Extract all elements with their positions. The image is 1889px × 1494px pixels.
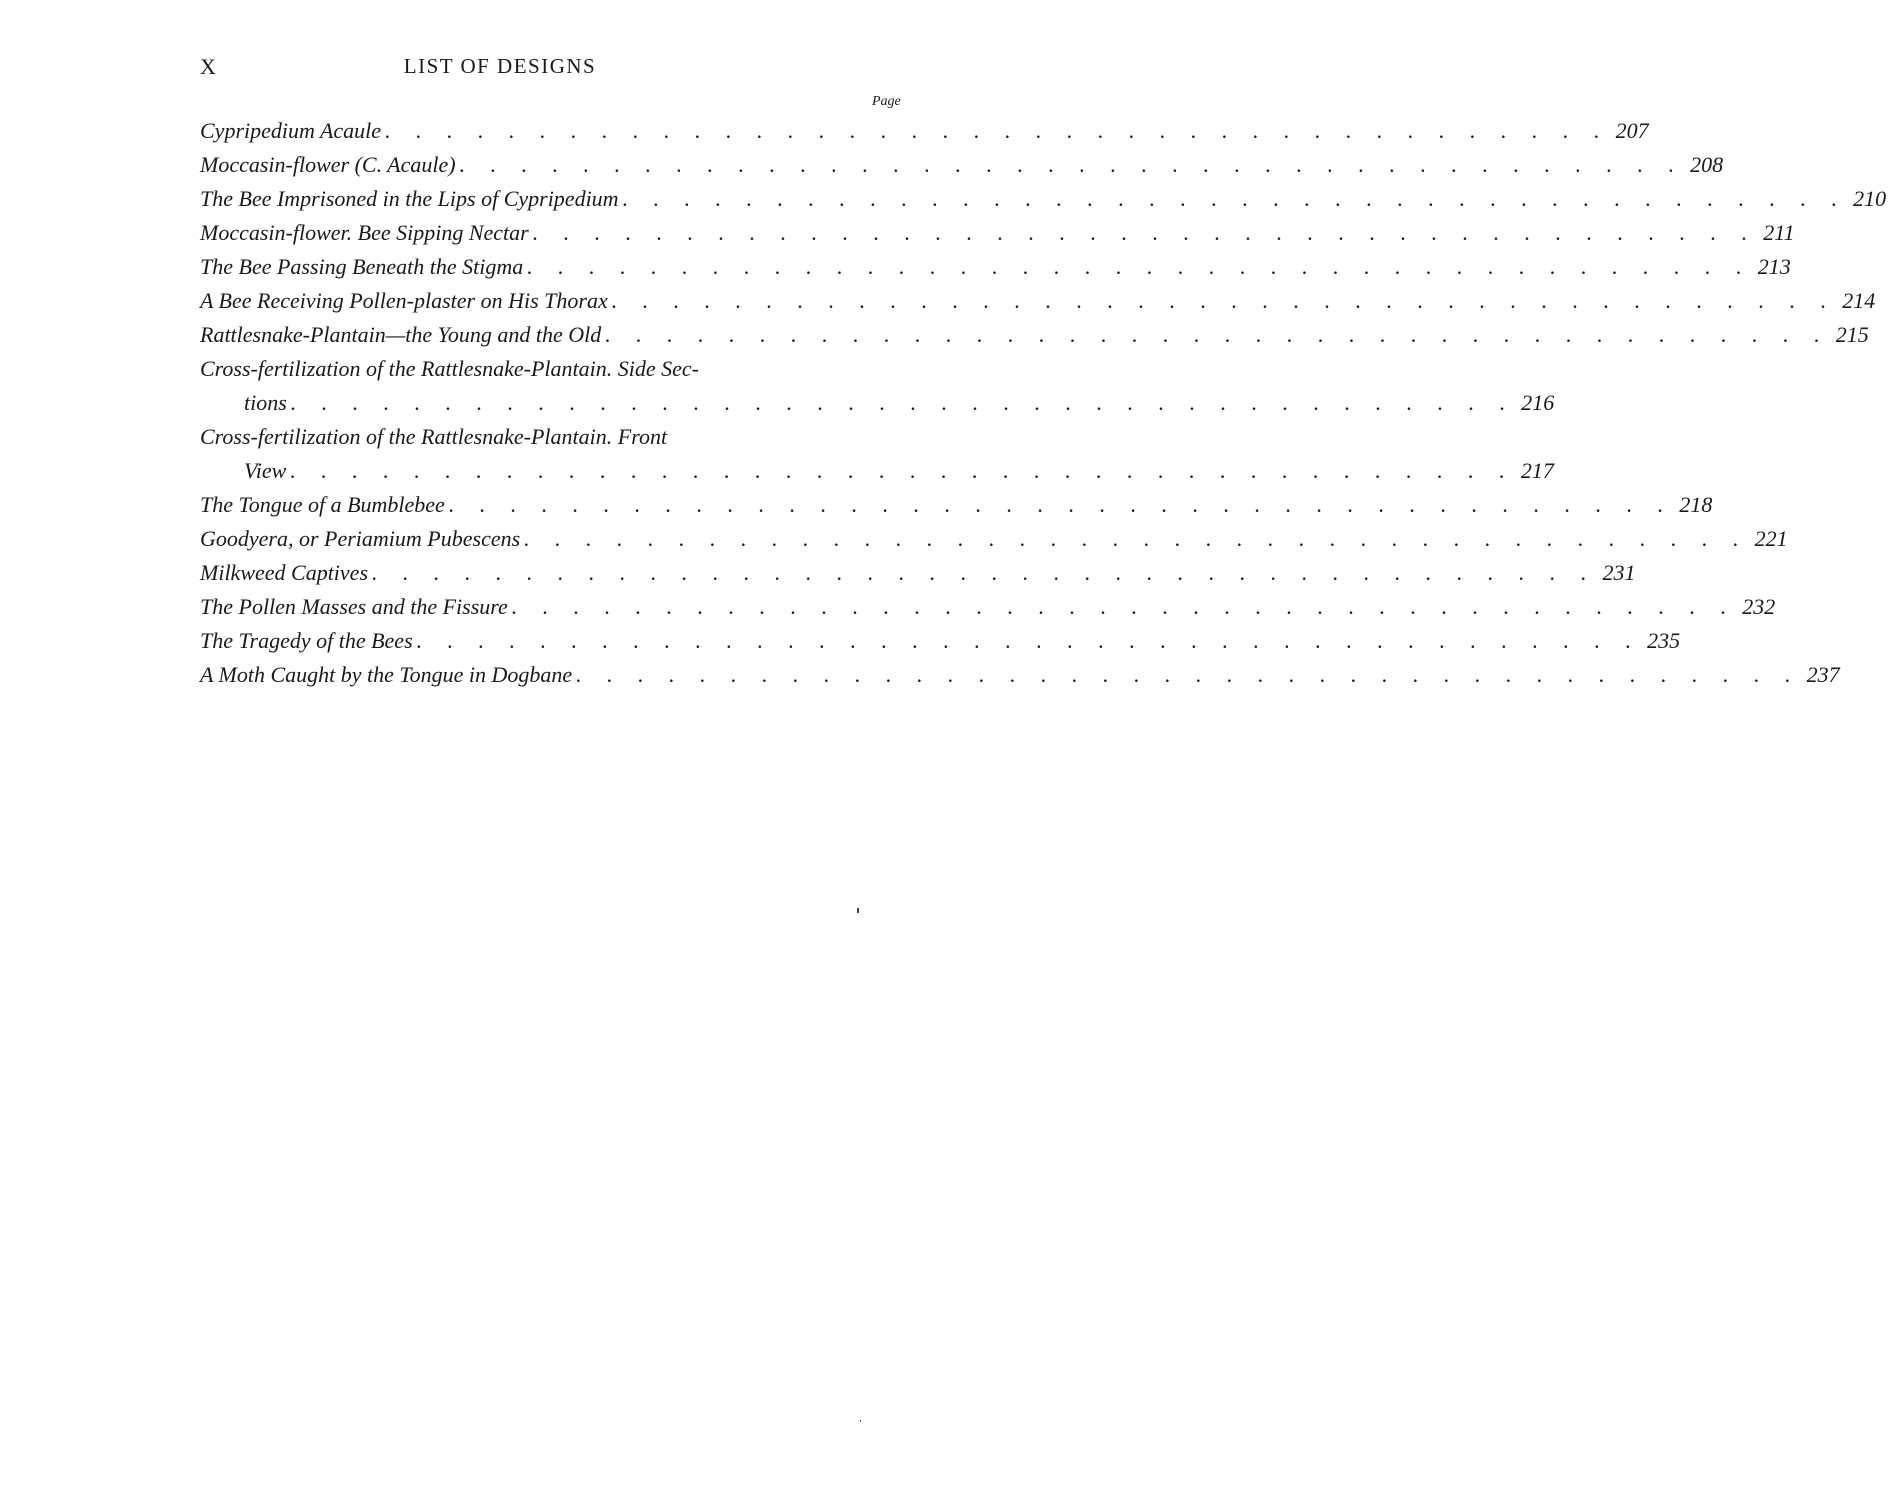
toc-entry-title: Moccasin-flower (C. Acaule) <box>200 152 456 177</box>
toc-entry <box>200 284 1876 318</box>
toc-entry <box>200 114 1649 148</box>
toc-entry <box>200 624 1681 658</box>
stray-mark <box>857 908 859 913</box>
toc-entry <box>200 216 1795 250</box>
toc-entry-page: 213 <box>1757 254 1791 279</box>
toc-entry-title: A Bee Receiving Pollen-plaster on His Thorax <box>200 288 608 313</box>
dot-leader: . . . . . . . . . . . . . . . . . . . . . . . . . . . . . . . . . . . . . . . . <box>576 662 1801 687</box>
toc-entry <box>200 148 1724 182</box>
toc-entry-line <box>200 182 1887 216</box>
toc-entry <box>200 488 1713 522</box>
toc-entry-line <box>200 658 1840 692</box>
toc-entry-title-continued: tions <box>244 390 287 415</box>
toc-entry-page: 235 <box>1647 628 1681 653</box>
toc-list <box>200 114 1887 692</box>
toc-entry-line <box>200 454 1554 488</box>
toc-entry-page: 221 <box>1754 526 1788 551</box>
toc-entry-line <box>200 148 1724 182</box>
toc-entry-title: Rattlesnake-Plantain—the Young and the Old <box>200 322 602 347</box>
toc-entry-line <box>200 352 912 386</box>
toc-entry-page: 231 <box>1602 560 1636 585</box>
toc-entry-title: Milkweed Captives <box>200 560 369 585</box>
toc-entry <box>200 352 1555 420</box>
toc-entry-title: Goodyera, or Periamium Pubescens <box>200 526 521 551</box>
toc-entry-page: 237 <box>1806 662 1840 687</box>
toc-entry-line <box>200 624 1681 658</box>
dot-leader: . . . . . . . . . . . . . . . . . . . . . . . . . . . . . . . . . . . . . . . . <box>611 288 1837 313</box>
dot-leader: . . . . . . . . . . . . . . . . . . . . . . . . . . . . . . . . . . . . . . . . <box>372 560 1597 585</box>
toc-entry-line <box>200 590 1776 624</box>
dot-leader: . . . . . . . . . . . . . . . . . . . . . . . . . . . . . . . . . . . . . . . . <box>459 152 1685 177</box>
toc-entry-page: 211 <box>1763 220 1795 245</box>
toc-entry-line <box>200 488 1713 522</box>
toc-entry-title: The Tragedy of the Bees <box>200 628 413 653</box>
toc-entry-line <box>200 216 1795 250</box>
dot-leader: . . . . . . . . . . . . . . . . . . . . . . . . . . . . . . . . . . . . . . . . <box>290 390 1516 415</box>
toc-entry-line <box>200 114 1649 148</box>
dot-leader: . . . . . . . . . . . . . . . . . . . . . . . . . . . . . . . . . . . . . . . . <box>605 322 1830 347</box>
toc-entry <box>200 182 1887 216</box>
toc-entry <box>200 250 1791 284</box>
dot-leader: . . . . . . . . . . . . . . . . . . . . . . . . . . . . . . . . . . . . . . . . <box>524 526 1749 551</box>
toc-entry <box>200 556 1636 590</box>
toc-entry-title: The Pollen Masses and the Fissure <box>200 594 508 619</box>
toc-entry-title: Cypripedium Acaule <box>200 118 382 143</box>
toc-entry-line <box>200 522 1788 556</box>
toc-entry-title-continued: View <box>244 458 287 483</box>
dot-leader: . . . . . . . . . . . . . . . . . . . . . . . . . . . . . . . . . . . . . . . . <box>511 594 1737 619</box>
toc-entry <box>200 658 1840 692</box>
toc-entry-page: 232 <box>1742 594 1776 619</box>
toc-entry-line <box>200 284 1876 318</box>
dot-leader: . . . . . . . . . . . . . . . . . . . . . . . . . . . . . . . . . . . . . . . . <box>385 118 1610 143</box>
page-number: X <box>200 54 216 79</box>
toc-entry <box>200 590 1776 624</box>
toc-entry-line <box>200 250 1791 284</box>
stray-mark <box>860 1420 861 1422</box>
toc-entry-line <box>200 318 1869 352</box>
toc-entry-page: 208 <box>1690 152 1724 177</box>
toc-entry-title: Cross-fertilization of the Rattlesnake-Plantain. Front <box>200 424 668 449</box>
running-head: LIST OF DESIGNS <box>403 54 597 78</box>
toc-entry-line <box>200 386 1555 420</box>
toc-entry-line <box>200 556 1636 590</box>
dot-leader: . . . . . . . . . . . . . . . . . . . . . . . . . . . . . . . . . . . . . . . . <box>448 492 1674 517</box>
dot-leader: . . . . . . . . . . . . . . . . . . . . . . . . . . . . . . . . . . . . . . . . <box>622 186 1848 211</box>
dot-leader: . . . . . . . . . . . . . . . . . . . . . . . . . . . . . . . . . . . . . . . . <box>290 458 1515 483</box>
toc-entry-line <box>200 420 912 454</box>
toc-entry-page: 210 <box>1853 186 1887 211</box>
toc-entry-title: Cross-fertilization of the Rattlesnake-Plantain. Side Sec- <box>200 356 699 381</box>
toc-entry-page: 207 <box>1615 118 1649 143</box>
toc-entry-title: The Tongue of a Bumblebee <box>200 492 445 517</box>
toc-entry-page: 218 <box>1679 492 1713 517</box>
toc-entry <box>200 420 1554 488</box>
toc-entry-title: The Bee Passing Beneath the Stigma <box>200 254 524 279</box>
toc-entry <box>200 522 1788 556</box>
toc-entry-page: 215 <box>1835 322 1869 347</box>
toc-entry-page: 217 <box>1520 458 1554 483</box>
toc-entry-page: 214 <box>1842 288 1876 313</box>
dot-leader: . . . . . . . . . . . . . . . . . . . . . . . . . . . . . . . . . . . . . . . . <box>532 220 1758 245</box>
toc-entry-title: The Bee Imprisoned in the Lips of Cypripedium <box>200 186 619 211</box>
toc-entry-title: A Moth Caught by the Tongue in Dogbane <box>200 662 573 687</box>
toc-entry-page: 216 <box>1521 390 1555 415</box>
toc-entry <box>200 318 1869 352</box>
page-column-label: Page <box>872 94 901 109</box>
dot-leader: . . . . . . . . . . . . . . . . . . . . . . . . . . . . . . . . . . . . . . . . <box>416 628 1642 653</box>
dot-leader: . . . . . . . . . . . . . . . . . . . . . . . . . . . . . . . . . . . . . . . . <box>527 254 1752 279</box>
toc-entry-title: Moccasin-flower. Bee Sipping Nectar <box>200 220 529 245</box>
